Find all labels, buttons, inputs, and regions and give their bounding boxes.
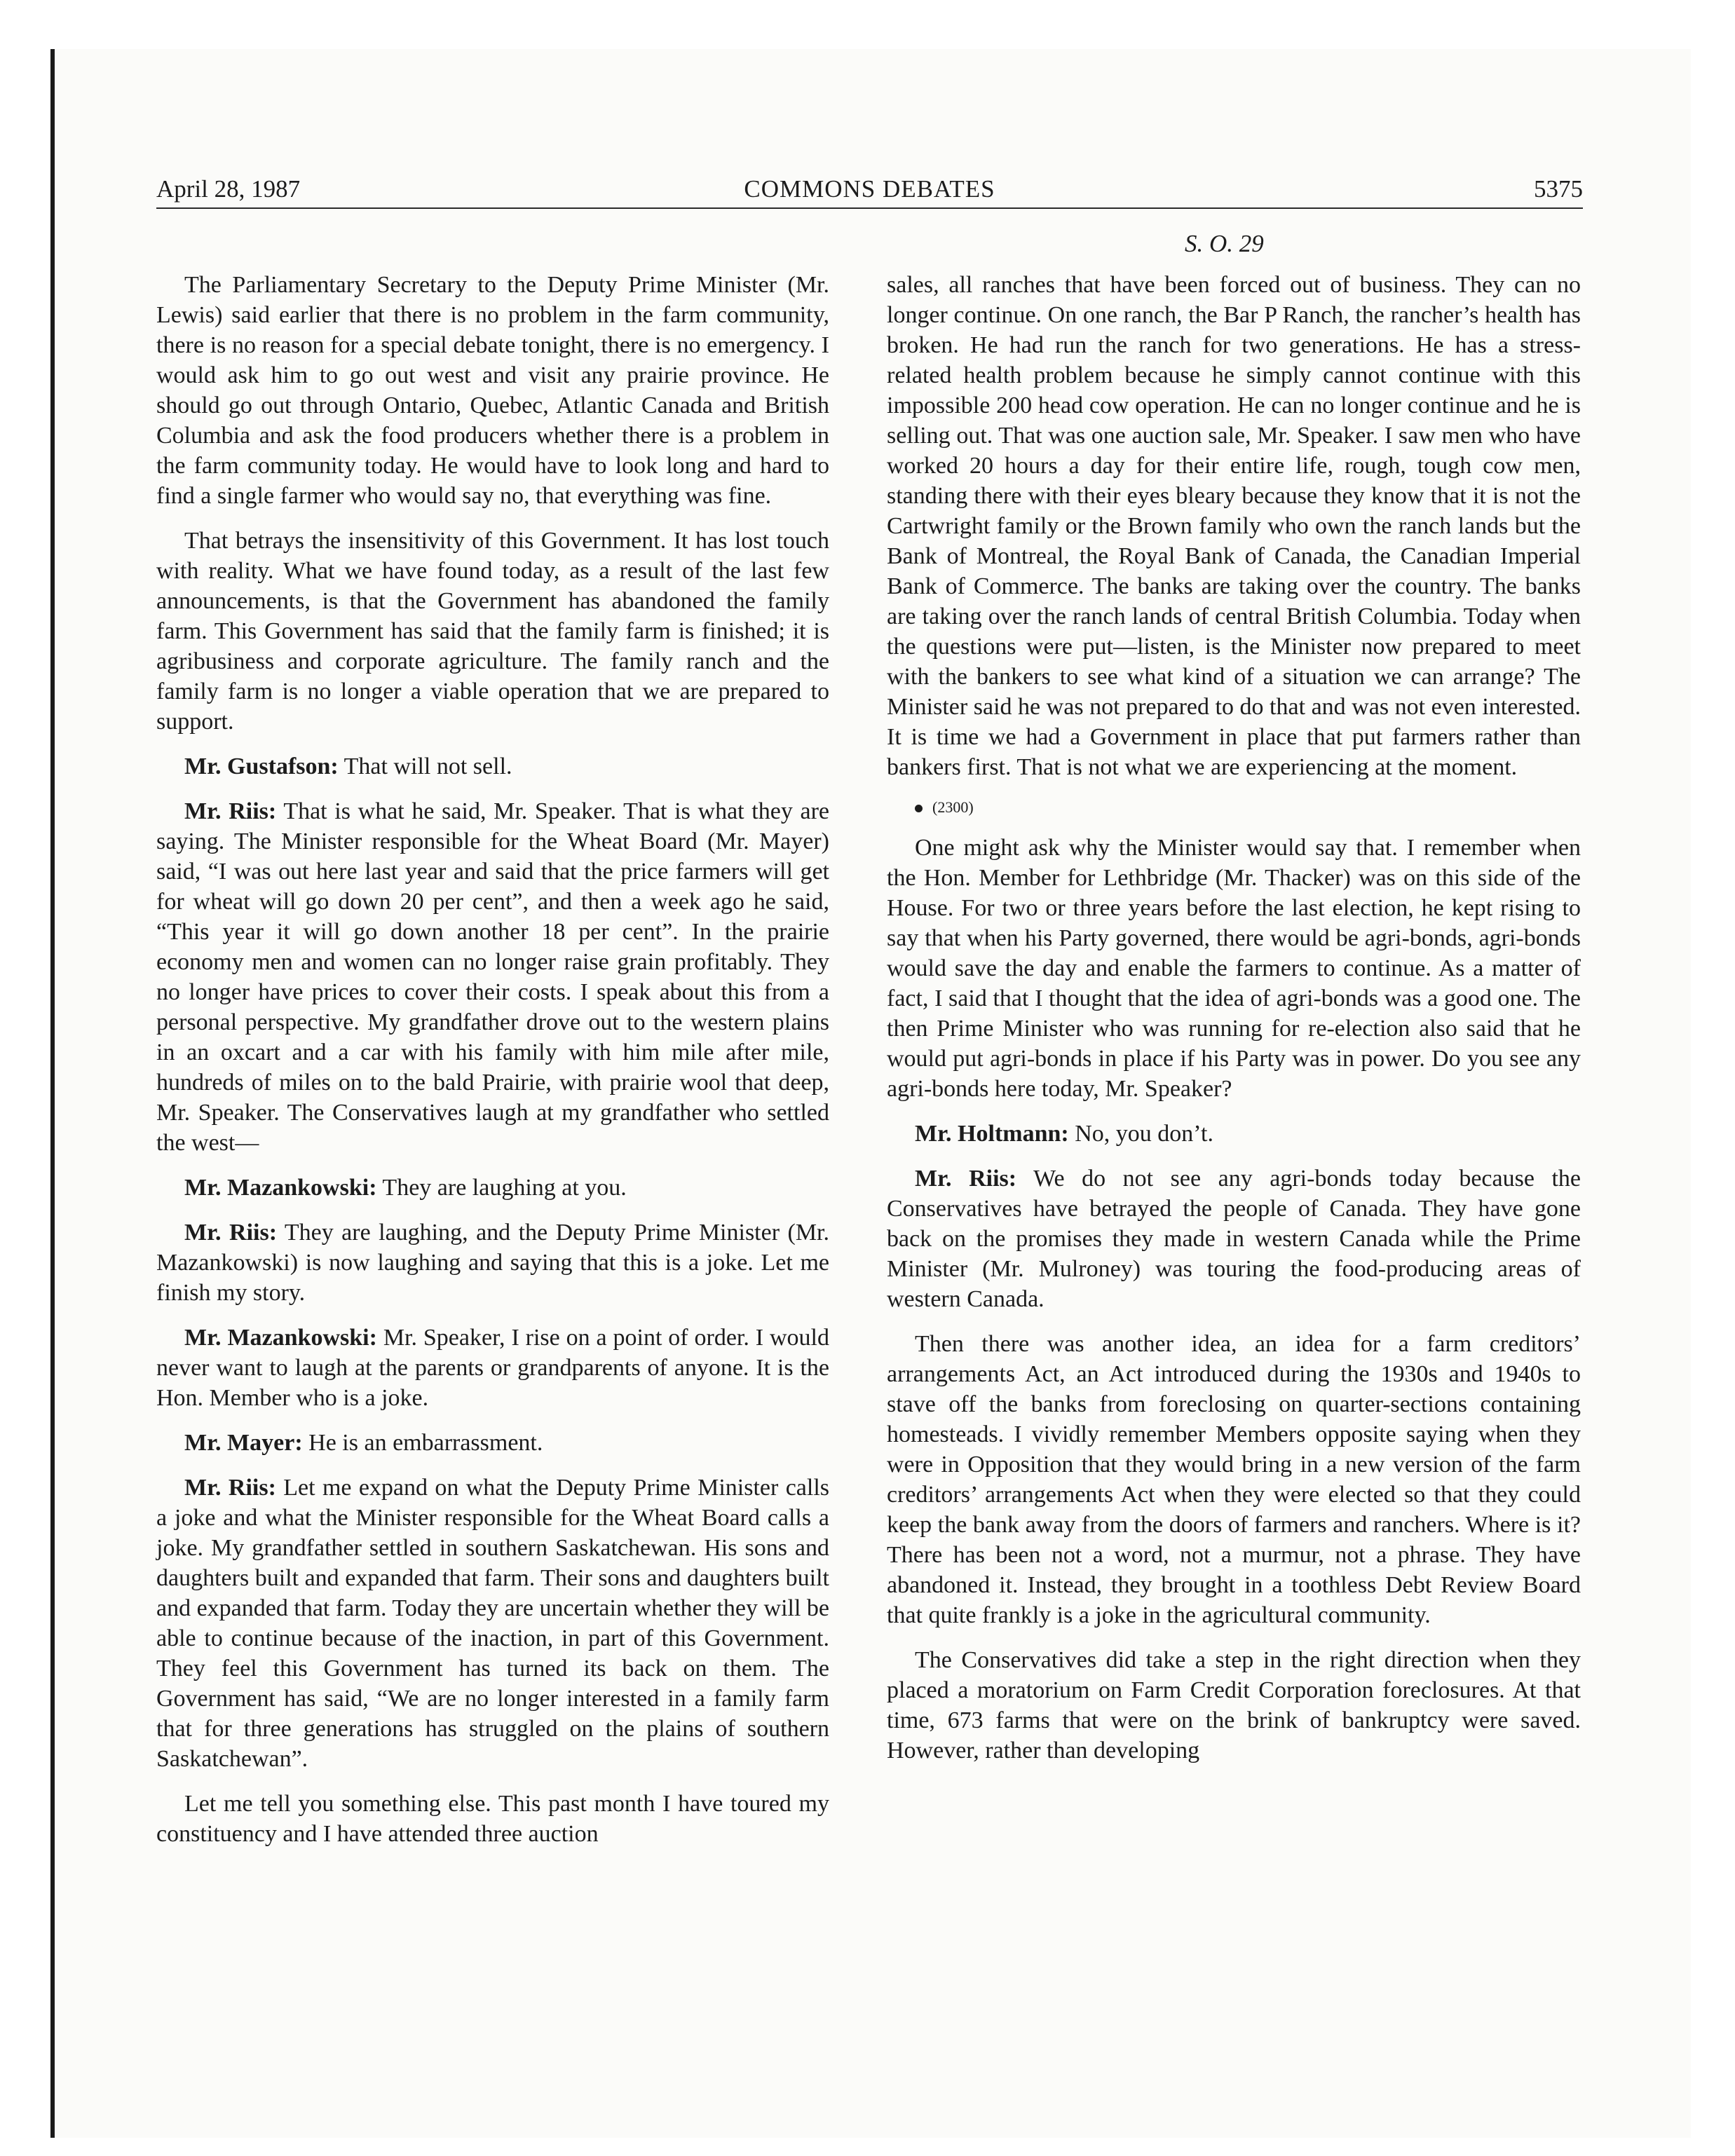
left-column [156,270,829,1864]
paragraph [156,1473,829,1774]
paragraph-text: No, you don’t. [1075,1121,1213,1147]
speaker-name: Mr. Gustafson: [184,753,339,779]
paragraph [887,1164,1581,1314]
continuation-paragraph: sales, all ranches that have been forced out of business. They can no longer continue. On one ranch, the Bar P Ranch, the rancher’s health has broken. He had run the ranch for two generations. He has a stress-related health problem because he simply cannot continue with this impossible 200 head cow operation. He can no longer continue and he is selling out. That was one auction sale, Mr. Speaker. I saw men who have worked 20 hours a day for their entire life, rough, tough cow men, standing there with their eyes bleary because they know that it is not the Cartwright family or the Brown family who own the ranch lands but the Bank of Montreal, the Royal Bank of Canada, the Canadian Imperial Bank of Commerce. The banks are taking over the country. The banks are taking over the ranch lands of central British Columbia. Today when the questions were put—listen, is the Minister now prepared to meet with the bankers to see what kind of a situation we can arrange? The Minister said he was not prepared to do that and was not even interested. It is time we had a Government in place that put farmers rather than bankers first. That is not what we are experiencing at the moment. [887,272,1581,780]
paragraph-text: That will not sell. [343,753,512,779]
header-title: COMMONS DEBATES [744,175,995,203]
paragraph-text: Let me expand on what the Deputy Prime Minister calls a joke and what the Minister responsible for the Wheat Board calls a joke. My grandfather settled in southern Saskatchewan. His sons and daughters built and expanded that farm. Their sons and daughters built and expanded that farm. Today they are uncertain whether they will be able to continue because of the inaction, in part of this Government. They feel this Government has turned its back on them. The Government has said, “We are no longer interested in a family farm that for three generations has struggled on the plains of southern Saskatchewan”. [156,1475,829,1772]
paragraph [156,751,829,782]
page-header [156,175,1583,210]
paragraph [156,1173,829,1203]
paragraph-text: That betrays the insensitivity of this Government. It has lost touch with reality. What we have found today, as a result of the last few announcements, is that the Government has abandoned the family farm. This Government has said that the family farm is finished; it is agribusiness and corporate agriculture. The family ranch and the family farm is no longer a viable operation that we are prepared to support. [156,528,829,735]
paragraph [156,1789,829,1849]
paragraph-text: The Parliamentary Secretary to the Deputy Prime Minister (Mr. Lewis) said earlier that there is no problem in the farm community, there is no reason for a special debate tonight, there is no emergency. I would ask him to go out west and visit any prairie province. He should go out through Ontario, Quebec, Atlantic Canada and British Columbia and ask the food producers whether there is a problem in the farm community today. He would have to look long and hard to find a single farmer who would say no, that everything was fine. [156,272,829,509]
speaker-name: Mr. Mayer: [184,1430,303,1456]
right-column [887,270,1581,1780]
speaker-name: Mr. Mazankowski: [184,1325,377,1351]
speaker-name: Mr. Holtmann: [915,1121,1069,1147]
timestamp-text: (2300) [932,798,974,816]
paragraph-text: They are laughing at you. [382,1175,627,1201]
paragraph-text: We do not see any agri-bonds today because the Conservatives have betrayed the people of Canada. They have gone back on the promises they made in western Canada while the Prime Minister (Mr. Mulroney) was touring the food-producing areas of western Canada. [887,1166,1581,1312]
paragraph [887,1329,1581,1630]
paragraph [156,1428,829,1458]
paragraph-text: That is what he said, Mr. Speaker. That is what they are saying. The Minister responsible for the Wheat Board (Mr. Mayer) said, “I was out here last year and said that the price farmers will get for wheat will go down 20 per cent”, and then a week ago he said, “This year it will go down another 18 per cent”. In the prairie economy men and women can no longer raise grain profitably. They no longer have prices to cover their costs. I speak about this from a personal perspective. My grandfather drove out to the western plains in an oxcart and a car with his family with him mile after mile, hundreds of miles on to the bald Prairie, with prairie wool that deep, Mr. Speaker. The Conservatives laugh at my grandfather who settled the west— [156,798,829,1156]
bullet-dot-icon [915,805,923,812]
paragraph-text: Mr. Speaker, I rise on a point of order. I would never want to laugh at the parents or grandparents of anyone. It is the Hon. Member who is a joke. [156,1325,829,1411]
speaker-name: Mr. Riis: [184,1475,276,1501]
header-date: April 28, 1987 [156,175,301,203]
paragraph-text: The Conservatives did take a step in the right direction when they placed a moratorium on Farm Credit Corporation foreclosures. At that time, 673 farms that were on the brink of bankruptcy were saved. However, rather than developing [887,1647,1581,1763]
speaker-name: Mr. Riis: [915,1166,1017,1192]
speaker-name: Mr. Mazankowski: [184,1175,377,1201]
paragraph-text: Then there was another idea, an idea for a farm creditors’ arrangements Act, an Act introduced during the 1930s and 1940s to stave off the banks from foreclosing on quarter-sections containing homesteads. I vividly remember Members opposite saying when they were in Opposition that they would bring in a new version of the farm creditors’ arrangements Act when they were elected so that they could keep the bank away from the doors of farmers and ranchers. Where is it? There has been not a word, not a murmur, not a phrase. They have abandoned it. Instead, they brought in a toothless Debt Review Board that quite frankly is a joke in the agricultural community. [887,1331,1581,1628]
paragraph-text: He is an embarrassment. [308,1430,543,1456]
paragraph [156,1217,829,1308]
paragraph [156,1323,829,1413]
paragraph-text: Let me tell you something else. This past month I have toured my constituency and I have attended three auction [156,1791,829,1847]
paragraph [887,833,1581,1104]
paragraph [156,270,829,511]
header-rule [156,207,1583,209]
speaker-name: Mr. Riis: [184,798,277,824]
paragraph-text: One might ask why the Minister would say that. I remember when the Hon. Member for Lethbridge (Mr. Thacker) was on this side of the House. For two or three years before the last election, he kept rising to say that when his Party governed, there would be agri-bonds, agri-bonds would save the day and enable the farmers to continue. As a matter of fact, I said that I thought that the idea of agri-bonds was a good one. The then Prime Minister who was running for re-election also said that he would put agri-bonds in place if his Party was in power. Do you see any agri-bonds here today, Mr. Speaker? [887,835,1581,1102]
header-page-number: 5375 [1534,175,1583,203]
paragraph-text: They are laughing, and the Deputy Prime Minister (Mr. Mazankowski) is now laughing and saying that this is a joke. Let me finish my story. [156,1220,829,1306]
paragraph [156,796,829,1158]
timestamp-marker [887,797,1581,818]
speaker-name: Mr. Riis: [184,1220,278,1246]
page-binding-edge [50,49,55,2138]
paragraph [887,1119,1581,1149]
paragraph [156,526,829,737]
paragraph [887,1645,1581,1766]
section-marker: S. O. 29 [1185,230,1264,257]
